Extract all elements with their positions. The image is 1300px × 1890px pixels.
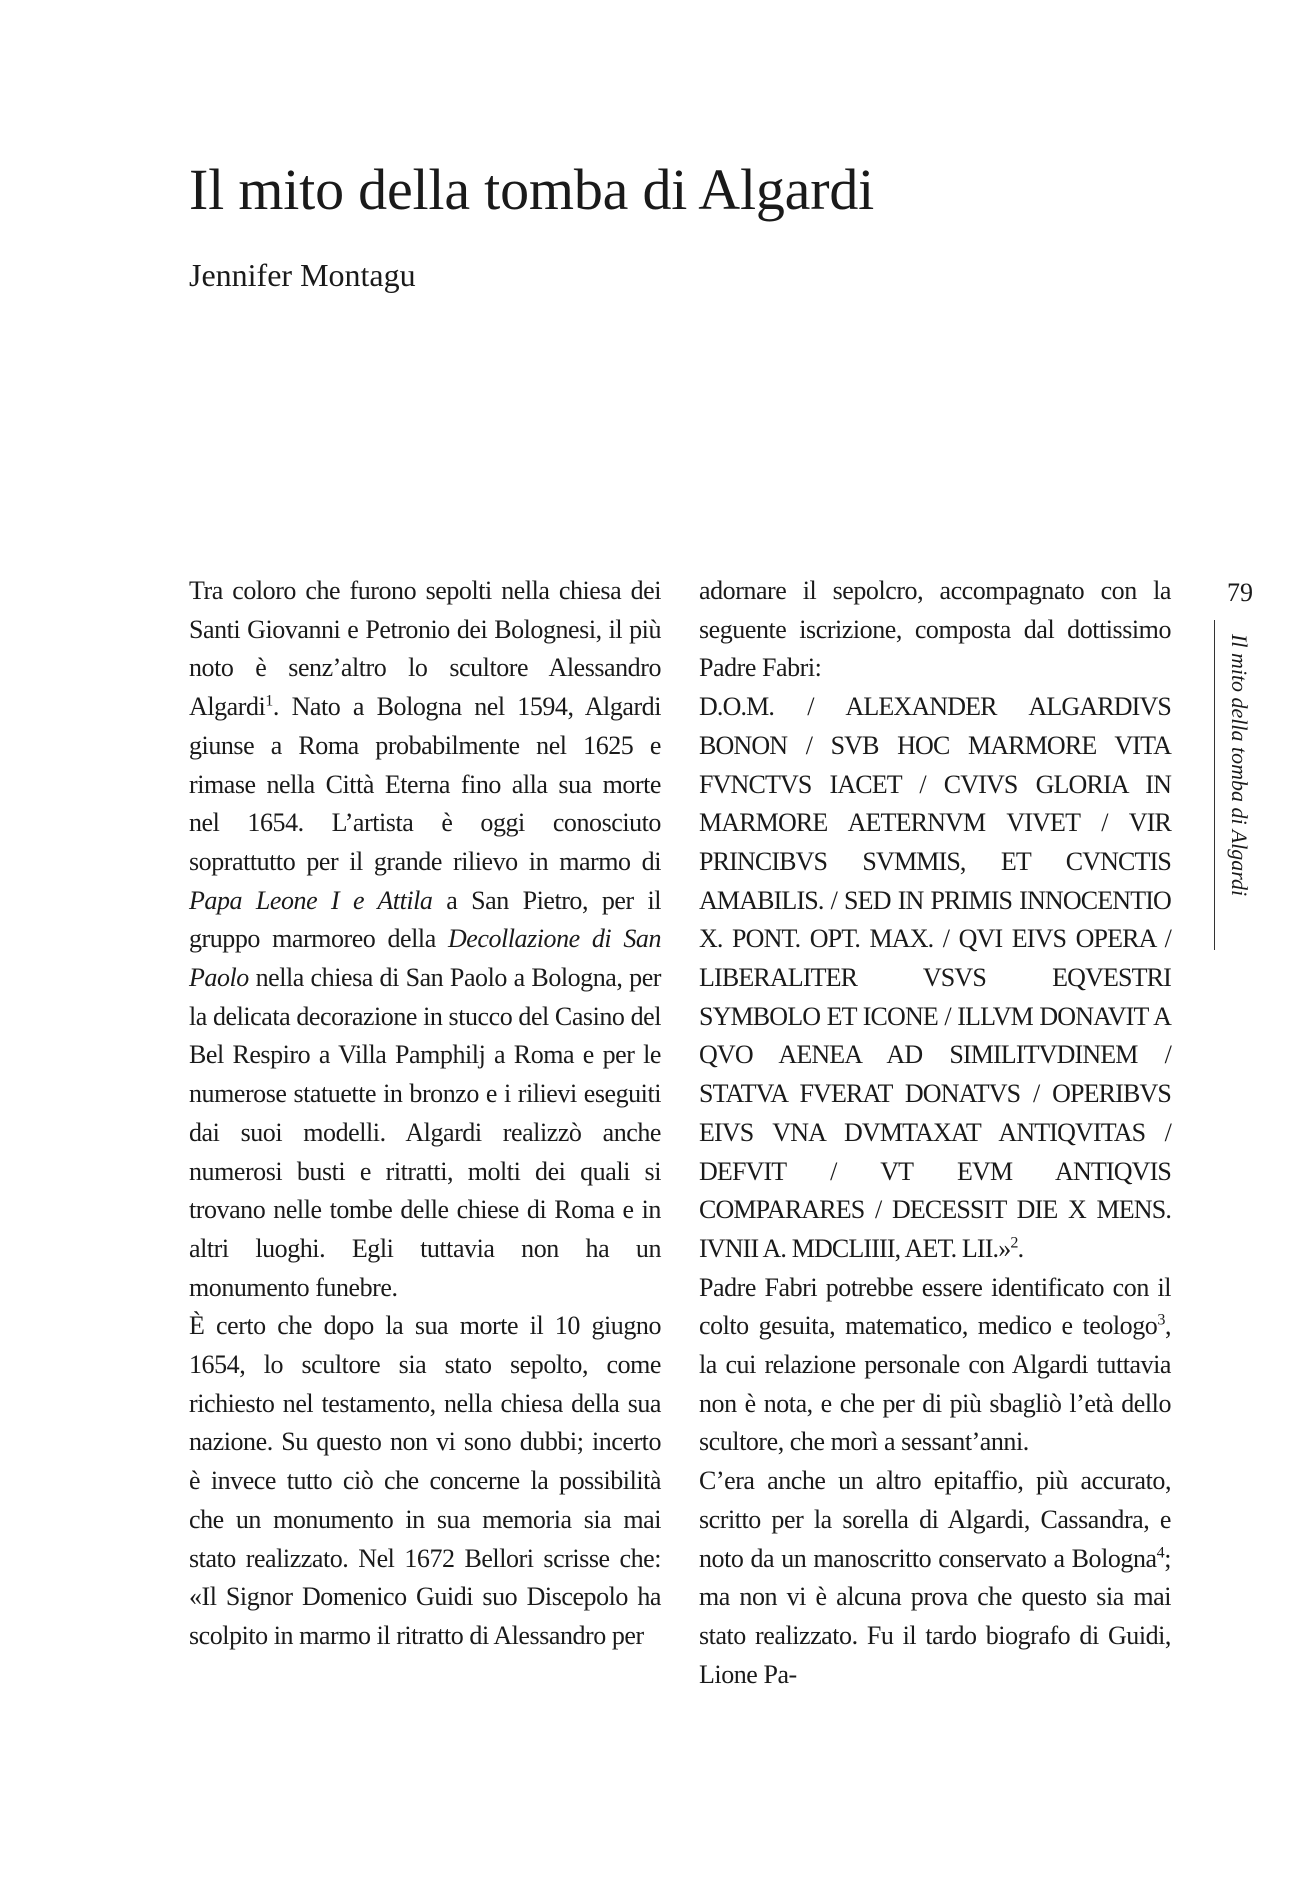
running-head xyxy=(1214,620,1267,950)
article-title: Il mito della tomba di Algardi xyxy=(189,157,875,222)
text-run: nella chiesa di San Paolo a Bologna, per la delicata decorazione in stucco del Casino del Bel Respiro a Villa Pamphilj a Roma e per le numerose statuette in bronzo e i rilievi eseguiti dai suoi modelli. Algardi realizzò anche numerosi busti e ritratti, molti dei quali si trovano nelle tombe delle chiese di Roma e in altri luoghi. Egli tuttavia non ha un monumento funebre. xyxy=(189,963,661,1302)
text-run: ; ma non vi è alcuna prova che questo sia mai stato realizzato. Fu il tardo biografo di Guidi, Lione Pa- xyxy=(699,1543,1171,1689)
paragraph: adornare il sepolcro, accompagnato con la seguente iscrizione, composta dal dottissimo Padre Fabri: xyxy=(699,576,1171,683)
paragraph: È certo che dopo la sua morte il 10 giugno 1654, lo scultore sia stato sepolto, come richiesto nel testamento, nella chiesa della sua nazione. Su questo non vi sono dubbi; incerto è invece tutto ciò che concerne la possibilità che un monumento in sua memoria sia mai stato realizzato. Nel 1672 Bellori scrisse che: «Il Signor Domenico Guidi suo Discepolo ha scolpito in marmo il ritratto di Alessandro per xyxy=(189,1311,661,1650)
footnote-ref: 4 xyxy=(1156,1543,1165,1561)
text-run: , la cui relazione personale con Algardi tuttavia non è nota, e che per di più sbagliò l’età dello scultore, che morì a sessant’anni. xyxy=(699,1311,1171,1457)
epitaph-inscription xyxy=(699,688,1171,1269)
author-name: Jennifer Montagu xyxy=(189,257,416,293)
artwork-title: Decollazione di San Paolo xyxy=(189,924,661,993)
text-run: Padre Fabri potrebbe essere identificato con il colto gesuita, matematico, medico e teologo xyxy=(699,1272,1171,1341)
epitaph-text: D.O.M. / ALEXANDER ALGARDIVS BONON / SVB HOC MARMORE VITA FVNCTVS IACET / CVIVS GLORIA IN MARMORE AETERNVM VIVET / VIR PRINCIBVS SVMMIS, ET CVNCTIS AMABILIS. / SED IN PRIMIS INNOCENTIO X. PONT. OPT. MAX. / QVI EIVS OPERA / LIBERALITER VSVS EQVESTRI SYMBOLO ET ICONE / ILLVM DONAVIT A QVO AENEA AD SIMILITVDINEM / STATVA FVERAT DONATVS / OPERIBVS EIVS VNA DVMTAXAT ANTIQVITAS / DEFVIT / VT EVM ANTIQVIS COMPARARES / DECESSIT DIE X MENS. IVNII A. MDCLIIII, AET. LII.» xyxy=(699,692,1171,1263)
text-column-left xyxy=(189,572,661,1656)
text-run: C’era anche un altro epitaffio, più accurato, scritto per la sorella di Algardi, Cassandra, e noto da un manoscritto conservato a Bologna xyxy=(699,1466,1171,1573)
paragraph xyxy=(699,1462,1171,1694)
paragraph xyxy=(189,572,661,1307)
text-run: a San Pietro, per il gruppo marmoreo della xyxy=(189,885,662,954)
text-column-right xyxy=(699,572,1171,1694)
footnote-ref: 2 xyxy=(1010,1234,1018,1252)
footnote-ref: 1 xyxy=(265,692,273,710)
page-number: 79 xyxy=(1227,578,1253,607)
text-run: . Nato a Bologna nel 1594, Algardi giunse a Roma probabilmente nel 1625 e rimase nella Città Eterna fino alla sua morte nel 1654. L’artista è oggi conosciuto soprattutto per il grande rilievo in marmo di xyxy=(189,692,661,876)
artwork-title: Papa Leone I e Attila xyxy=(189,885,433,915)
footnote-ref: 3 xyxy=(1157,1311,1165,1329)
text-run: Tra coloro che furono sepolti nella chiesa dei Santi Giovanni e Petronio dei Bolognesi, il più noto è senz’altro lo scultore Alessandro Algardi xyxy=(189,576,661,722)
running-head-text: Il mito della tomba di Algardi xyxy=(1227,634,1252,897)
text-run: . xyxy=(1017,1233,1024,1263)
paragraph xyxy=(699,1269,1171,1463)
